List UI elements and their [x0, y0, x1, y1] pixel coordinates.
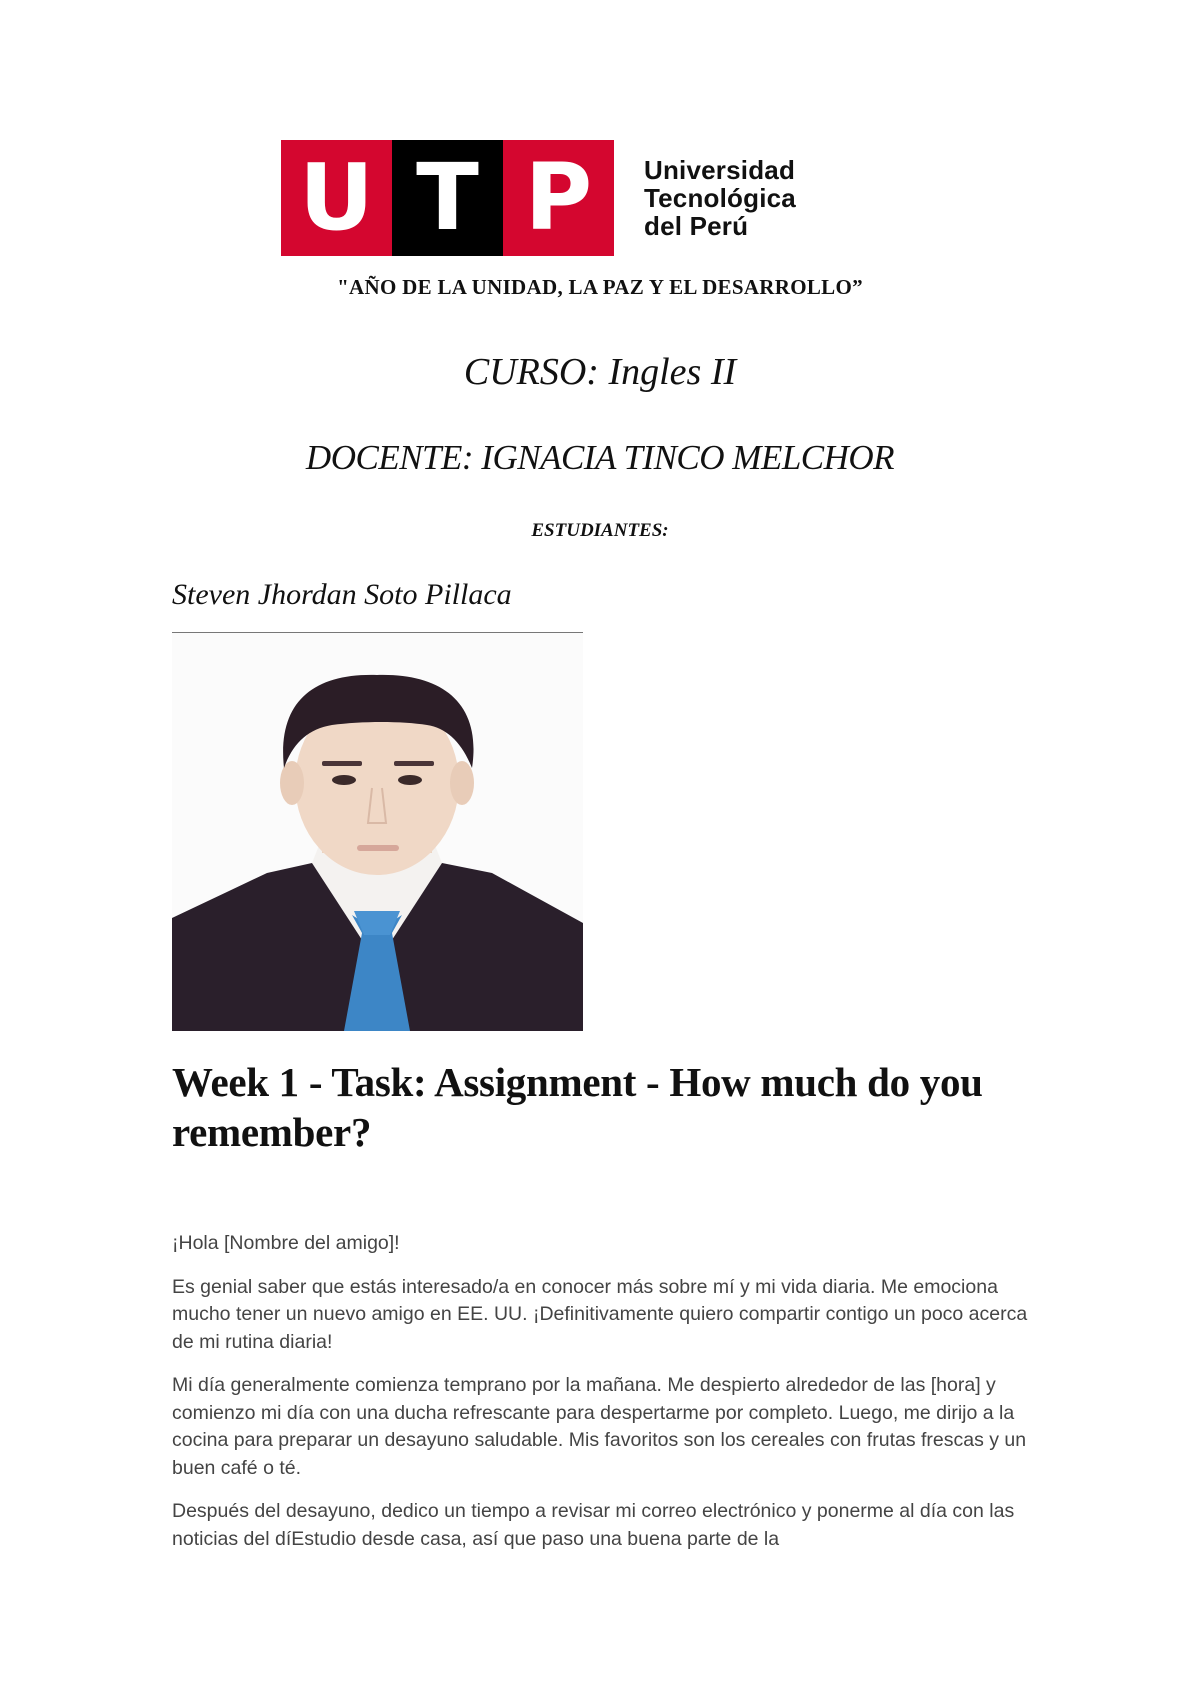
after-breakfast-paragraph: Después del desayuno, dedico un tiempo a revisar mi correo electrónico y ponerme al día con las noticias del díEstudio desde casa, así que paso una buena parte de la: [172, 1500, 1015, 1550]
course-value: Ingles II: [608, 351, 737, 393]
logo-letter-p: P: [503, 140, 614, 256]
morning-routine-paragraph: Mi día generalmente comienza temprano por la mañana. Me despierto alrededor de las [hora] y comienzo mi día con una ducha refrescante para despertarme por completo. Luego, me dirijo a la cocina para preparar un desayuno saludable. Mis favoritos son los cereales con frutas frescas y un buen café o té.: [172, 1374, 1027, 1479]
university-name-line-3: del Perú: [644, 211, 749, 241]
portrait-image: [172, 633, 583, 1031]
utp-logo: [281, 140, 796, 256]
year-motto: "AÑO DE LA UNIDAD, LA PAZ Y EL DESARROLLO”: [337, 275, 863, 299]
greeting-paragraph: ¡Hola [Nombre del amigo]!: [172, 1232, 400, 1254]
student-photo: [172, 633, 583, 1031]
teacher-line: [0, 438, 1200, 478]
university-name: [644, 156, 796, 240]
course-line: [0, 350, 1200, 394]
assignment-title: Week 1 - Task: Assignment - How much do you remember?: [172, 1059, 983, 1155]
logo-letter-u: U: [281, 140, 392, 256]
intro-paragraph: Es genial saber que estás interesado/a en conocer más sobre mí y mi vida diaria. Me emociona mucho tener un nuevo amigo en EE. UU. ¡Definitivamente quiero compartir contigo un poco acerca de mi rutina diaria!: [172, 1275, 1028, 1353]
university-name-line-1: Universidad: [644, 155, 796, 185]
letter-body: [172, 1230, 1052, 1569]
teacher-value: IGNACIA TINCO MELCHOR: [481, 438, 895, 477]
logo-letter-t: T: [392, 140, 503, 256]
student-name: Steven Jhordan Soto Pillaca: [172, 578, 512, 611]
course-label: CURSO:: [463, 351, 599, 393]
university-name-line-2: Tecnológica: [644, 183, 796, 213]
students-label: ESTUDIANTES:: [531, 520, 669, 541]
teacher-label: DOCENTE:: [305, 438, 474, 477]
